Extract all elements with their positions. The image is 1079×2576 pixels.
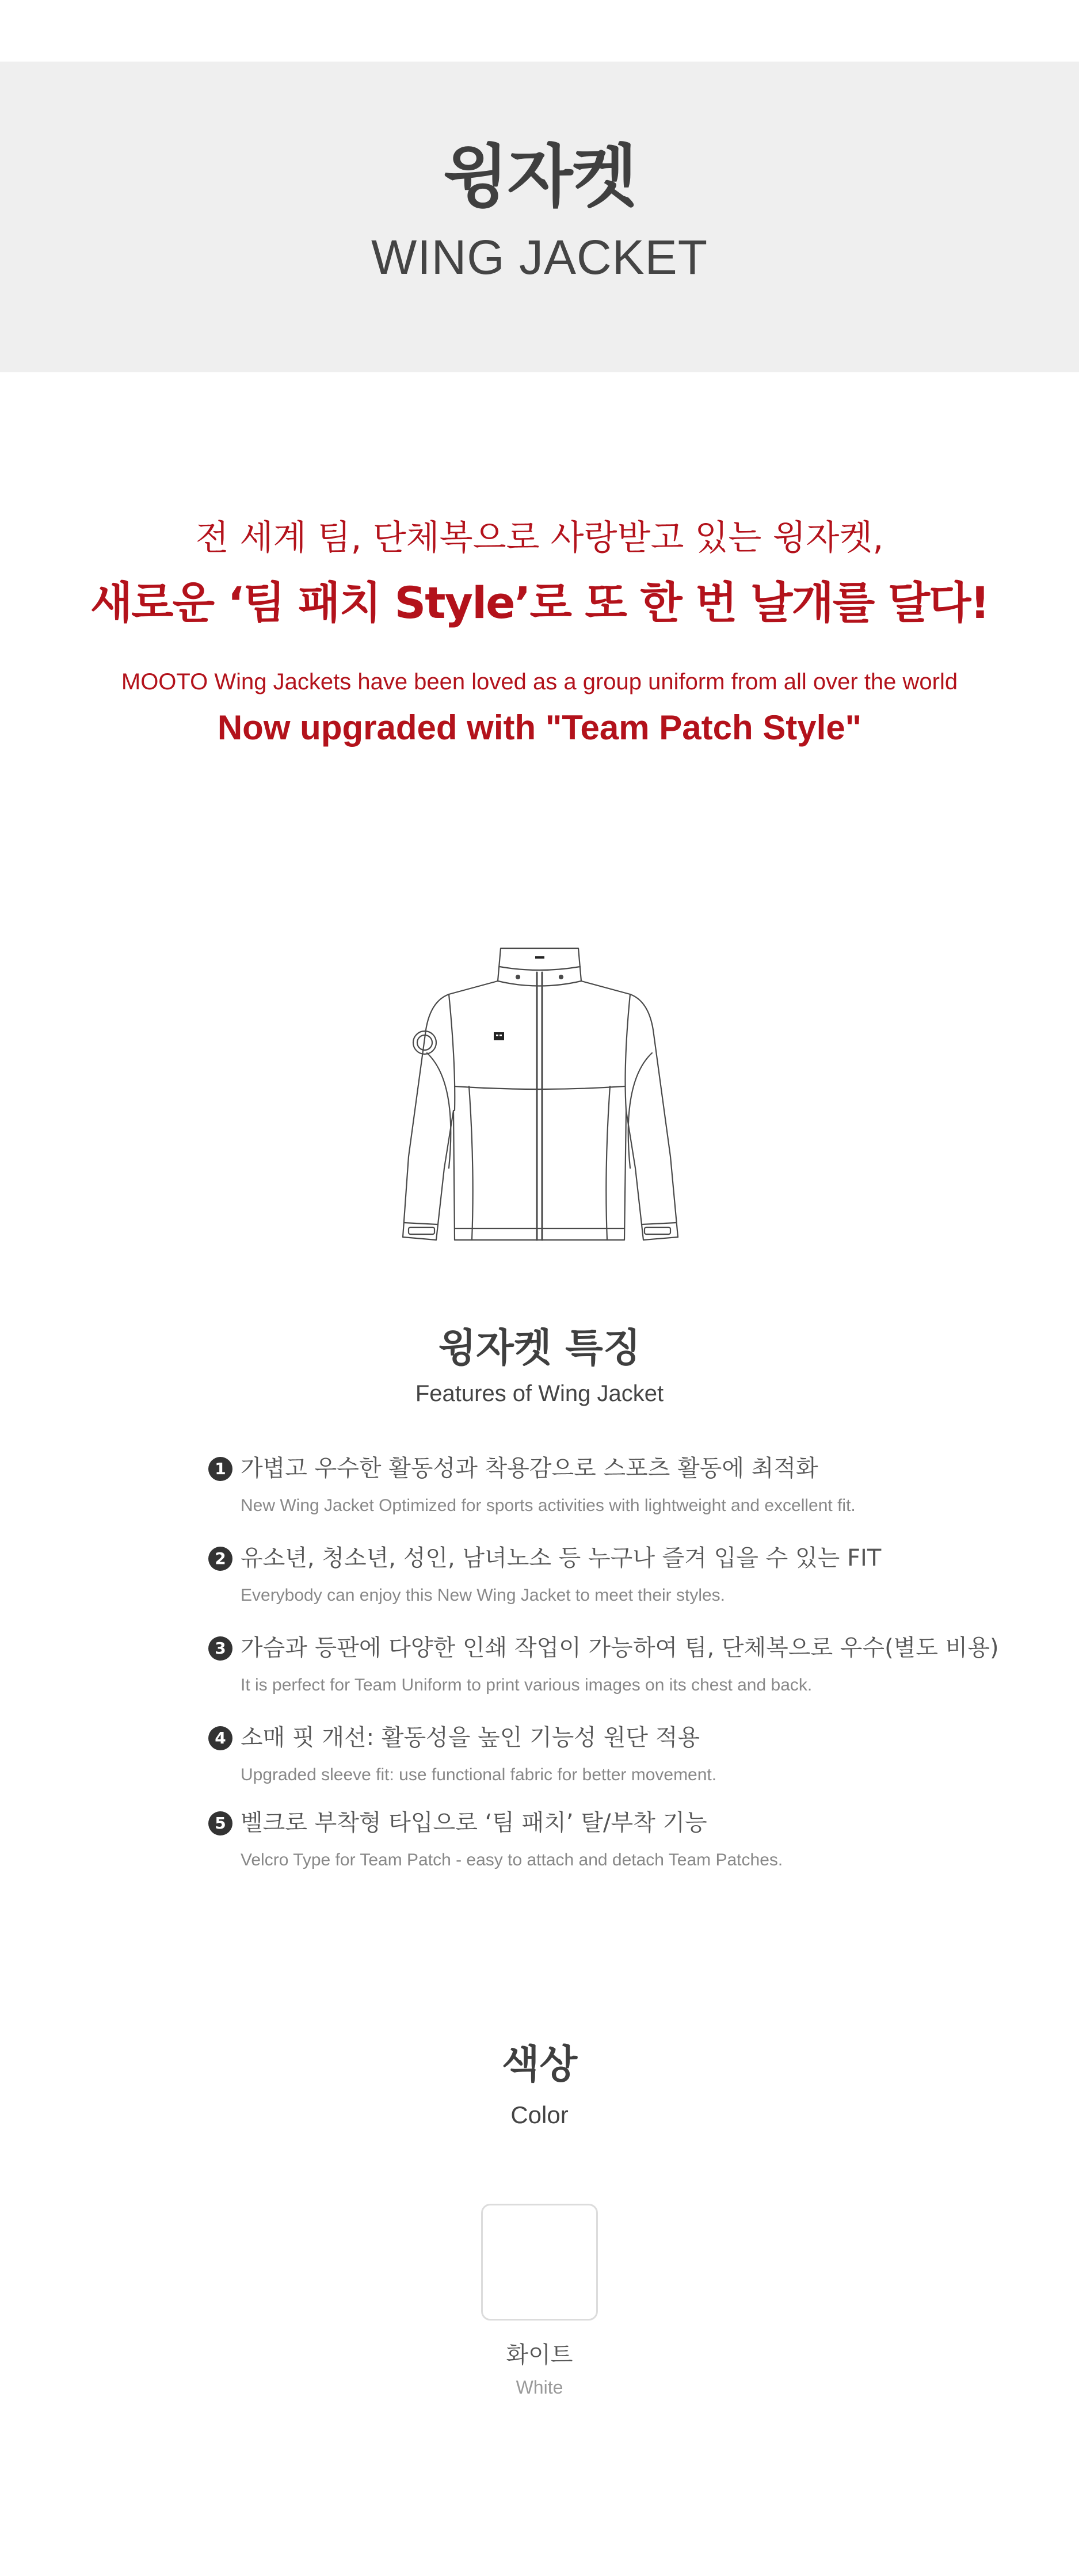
page-title-english: WING JACKET [371, 230, 708, 284]
intro-english: MOOTO Wing Jackets have been loved as a group uniform from all over the world [121, 669, 958, 694]
feature-number-badge: 4 [208, 1726, 232, 1750]
intro-english-bold: Now upgraded with "Team Patch Style" [217, 708, 862, 747]
features-subtitle: Features of Wing Jacket [415, 1381, 664, 1406]
page-title: 윙자켓 [443, 137, 636, 216]
feature-text-ko: 가볍고 우수한 활동성과 착용감으로 스포츠 활동에 최적화 [241, 1455, 818, 1482]
feature-text-en: Velcro Type for Team Patch - easy to attach and detach Team Patches. [241, 1850, 783, 1869]
header-banner [0, 62, 1079, 372]
feature-text-ko: 벨크로 부착형 타입으로 ‘팀 패치’ 탈/부착 기능 [241, 1810, 707, 1836]
intro-headline-bold: 새로운 ‘팀 패치 Style’로 또 한 번 날개를 달다! [90, 577, 989, 628]
feature-text-en: New Wing Jacket Optimized for sports activities with lightweight and excellent fit. [241, 1496, 856, 1515]
color-section-subtitle: Color [510, 2101, 569, 2128]
feature-text-en: Everybody can enjoy this New Wing Jacket to meet their styles. [241, 1586, 726, 1605]
intro-headline: 전 세계 팀, 단체복으로 사랑받고 있는 윙자켓, [195, 518, 884, 558]
color-name-en: White [516, 2377, 563, 2398]
feature-text-en: Upgraded sleeve fit: use functional fabric for better movement. [241, 1765, 717, 1784]
feature-number-badge: 1 [208, 1457, 232, 1481]
feature-text-ko: 유소년, 청소년, 성인, 남녀노소 등 누구나 즐겨 입을 수 있는 FIT [241, 1545, 882, 1571]
feature-text-en: It is perfect for Team Uniform to print various images on its chest and back. [241, 1676, 813, 1695]
wing-jacket-icon [363, 938, 716, 1257]
feature-number-badge: 5 [208, 1811, 232, 1835]
color-section-title: 색상 [501, 2042, 578, 2087]
color-swatch-white[interactable] [481, 2204, 598, 2321]
feature-number-badge: 2 [208, 1547, 232, 1571]
features-title: 윙자켓 특징 [438, 1326, 641, 1371]
feature-number-badge: 3 [208, 1636, 232, 1661]
color-name-ko: 화이트 [506, 2342, 573, 2368]
feature-text-ko: 소매 핏 개선: 활동성을 높인 기능성 원단 적용 [241, 1724, 700, 1751]
feature-text-ko: 가슴과 등판에 다양한 인쇄 작업이 가능하여 팀, 단체복으로 우수(별도 비용) [241, 1635, 999, 1661]
